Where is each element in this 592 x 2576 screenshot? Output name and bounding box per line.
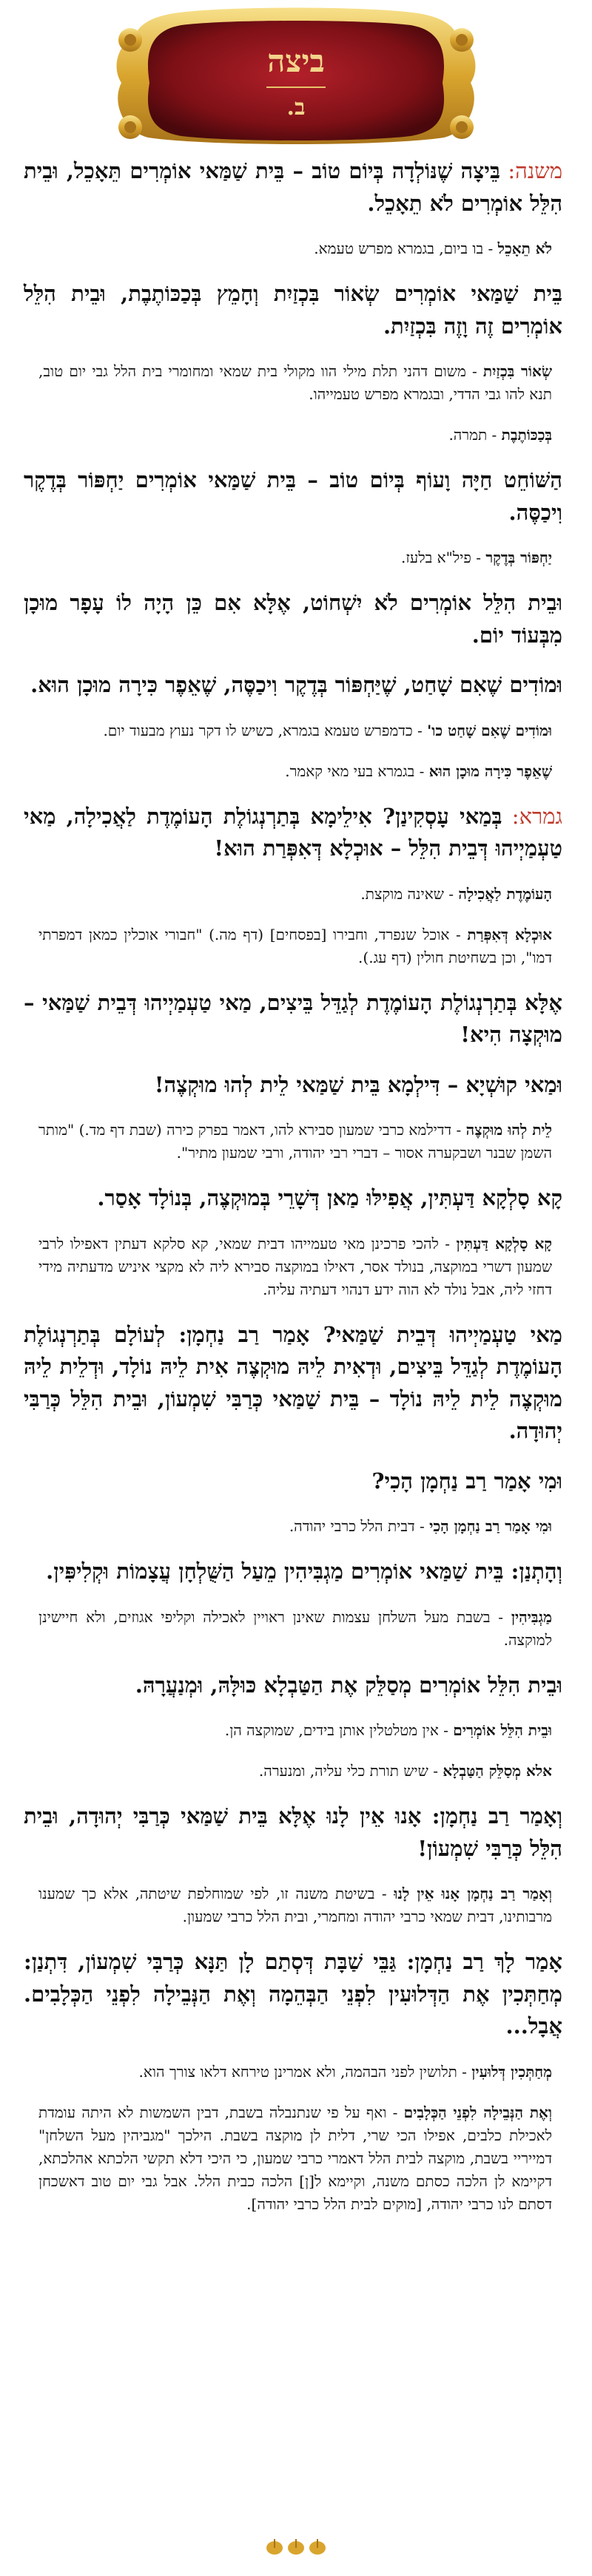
rashi-comment (24, 237, 562, 260)
paragraph-text: - בו ביום, בגמרא מפרש טעמא. (314, 240, 498, 257)
section-label: משנה: (500, 158, 563, 183)
paragraph-text: - משום דהני תלת מילי הוו מקולי בית שמאי ומחומרי בית הלל גבי יום טוב, תנא להו גבי הדדי, ובגמרא מפרש טעמייהו. (38, 362, 552, 403)
rashi-comment (24, 1882, 562, 1928)
paragraph-text: בֵּית שַׁמַּאי אוֹמְרִים שְׂאוֹר בִּכְזַיִת וְחָמֵץ בְּכַכּוֹתֶבֶת, וּבֵית הִלֵּל אוֹמְרִים זֶה וָזֶה בִּכְזַיִת. (24, 281, 562, 339)
dibur-hamatchil: יַחְפּוֹר בְּדֶקֶר (485, 549, 552, 566)
text-body (0, 155, 592, 2216)
paragraph-text: וְהָתְנַן: בֵּית שַׁמַּאי אוֹמְרִים מַגְבִּיהִין מֵעַל הַשֻּׁלְחָן עֲצָמוֹת וּקְלִיפִּין. (46, 1559, 562, 1584)
paragraph-text: - פיל"א בלעז. (400, 549, 486, 566)
paragraph-text: אָמַר לָךְ רַב נַחְמָן: גַּבֵּי שַׁבָּת דְּסְתַם לָן תַּנָּא כְּרַבִּי שִׁמְעוֹן, דִּתְנַן: מְחַתְּכִין אֶת הַדְּלוּעִין לִפְנֵי הַבְּהֵמָה וְאֶת הַנְּבֵילָה לִפְנֵי הַכְּלָבִים. אֲבָל... (24, 1949, 562, 2038)
gemara-paragraph (24, 1319, 562, 1448)
gemara-paragraph (24, 1069, 562, 1102)
gemara-paragraph (24, 669, 562, 702)
paragraph-text: - דבית הלל כרבי יהודה. (289, 1517, 430, 1535)
gemara-paragraph (24, 464, 562, 529)
rashi-comment (24, 360, 562, 406)
paragraph-text: וּמוֹדִים שֶׁאִם שָׁחַט, שֶׁיַּחְפּוֹר בְּדֶקֶר וִיכַסֶּה, שֶׁאֵפֶר כִּירָה מוּכָן הוּא. (30, 672, 562, 697)
paragraph-text: - דדילמא כרבי שמעון סבירא להו, דאמר בפרק כירה (שבת דף מד.) "מותר השמן שבנר ושבקערה אסור – דברי רבי יהודה, ורבי שמעון מתיר". (38, 1121, 552, 1162)
rashi-comment (24, 719, 562, 742)
gemara-paragraph (24, 987, 562, 1051)
paragraph-text: - אוכל שנפרד, וחבירו [בפסחים] (דף מה.) "חבורי אוכלין כמאן דמפרתי דמו", וכן בשחיטת חולין (דף עג.). (38, 925, 552, 966)
rashi-comment (24, 424, 562, 447)
rashi-comment (24, 2061, 562, 2084)
gemara-paragraph (24, 1182, 562, 1215)
rashi-comment (24, 883, 562, 906)
dibur-hamatchil: מְחַתְּכִין דְּלוּעִין (471, 2062, 552, 2081)
dibur-hamatchil: וְאָמַר רַב נַחְמָן אָנוּ אֵין לָנוּ (394, 1885, 552, 1902)
dibur-hamatchil: וּמִי אָמַר רַב נַחְמָן הָכִי (429, 1517, 552, 1535)
paragraph-text: - שיש תורת כלי עליה, ומנערה. (258, 1762, 443, 1780)
paragraph-text: - ואף על פי שנתנבלה בשבת, דבין השמשות לא היתה עומדת לאכילת כלבים, אפילו הכי שרי, דלית לן מוקצה בשבת. הילכך "מגביהין מעל השלחן" דמייריי בשבת, מוקצה לבית הלל דאמרי כרבי שמעון, כי היכי דלא תקשי הלכתא אהלכתא, דקיימא לן הלכה כסתם משנה, וקיימא ל[ן] הלכה כבית הלל. אבל גבי יום טוב דאשכחן דסתם לנו כרבי יהודה, [מוקים לבית הלל כרבי יהודה]. (38, 2103, 552, 2213)
paragraph-text: - בשיטת משנה זו, לפי שמוחלפת שיטתה, אלא כך שמענו מרבותינו, דבית שמאי כרבי יהודה ומחמרי, ובית הלל כרבי שמעון. (38, 1885, 552, 1925)
paragraph-text: - אין מטלטלין אותן בידים, שמוקצה הן. (224, 1721, 454, 1739)
paragraph-text: וְאָמַר רַב נַחְמָן: אָנוּ אֵין לָנוּ אֶלָּא בֵּית שַׁמַּאי כְּרַבִּי יְהוּדָה, וּבֵית הִלֵּל כְּרַבִּי שִׁמְעוֹן! (24, 1803, 562, 1861)
rashi-comment (24, 1606, 562, 1652)
rashi-comment (24, 1719, 562, 1742)
dibur-hamatchil: לֵית לְהוּ מוּקְצֶה (465, 1121, 553, 1139)
rashi-comment (24, 2101, 562, 2216)
rashi-comment (24, 1760, 562, 1783)
dibur-hamatchil: הָעוֹמֶדֶת לַאֲכִילָה (458, 884, 552, 903)
paragraph-text: וּמַאי קוּשְׁיָא – דִּילְמָא בֵּית שַׁמַּאי לֵית לְהוּ מוּקְצֶה! (154, 1071, 562, 1097)
daf-number: ב. (286, 95, 306, 121)
gemara-paragraph (24, 1800, 562, 1865)
paragraph-text: - בשבת מעל השלחן עצמות שאינן ראויין לאכילה וקליפי אגוזים, ולא חיישינן למוקצה. (38, 1607, 552, 1649)
paragraph-text: - כדמפרש טעמא בגמרא, כשיש לו דקר נעוץ מבעוד יום. (103, 721, 428, 739)
rashi-comment (24, 1233, 562, 1301)
rashi-comment (24, 546, 562, 569)
paragraph-text: בְּמַאי עָסְקִינַן? אִילֵימָא בְּתַרְנְגוֹלֶת הָעוֹמֶדֶת לַאֲכִילָה, מַאי טַעְמַיְיהוּ דְּבֵית הִלֵּל – אוּכְלָא דְּאִפְּרַת הוּא! (24, 803, 562, 861)
paragraph-text: - להכי פרכינן מאי טעמייהו דבית שמאי, קא סלקא דעתין דאפילו לרבי שמעון דשרי במוקצה, בנולד אסר, דאילו במוקצה סבירא ליה לא מקצי איניש מדעתיה מידי דחזי ליה, אבל נולד לא הוה ידע דנהוי דעתיה עליה. (38, 1234, 552, 1298)
paragraph-text: וּמִי אָמַר רַב נַחְמָן הָכִי? (371, 1468, 562, 1494)
rashi-comment (24, 1119, 562, 1165)
footer-drops-icon (263, 2535, 329, 2557)
paragraph-text: וּבֵית הִלֵּל אוֹמְרִים מְסַלֵּק אֶת הַטַּבְלָא כּוּלָּהּ, וּמְנַעֲרָהּ. (135, 1672, 562, 1698)
dibur-hamatchil: וּבֵית הִלֵּל אוֹמְרִים (453, 1721, 552, 1739)
dibur-hamatchil: שְׂאוֹר בִּכְזַיִת (482, 362, 552, 380)
rashi-comment (24, 1515, 562, 1538)
paragraph-text: מַאי טַעְמַיְיהוּ דְּבֵית שַׁמַּאי? אָמַר רַב נַחְמָן: לְעוֹלָם בְּתַרְנְגוֹלֶת הָעוֹמֶדֶת לְגַדֵּל בֵּיצִים, וּדְאִית לֵיהּ מוּקְצֶה אִית לֵיהּ נוֹלָד, וּדְלֵית לֵיהּ מוּקְצֶה לֵית לֵיהּ נוֹלָד – בֵּית שַׁמַּאי כְּרַבִּי שִׁמְעוֹן, וּבֵית הִלֵּל כְּרַבִּי יְהוּדָה. (24, 1321, 562, 1443)
paragraph-text: בֵּיצָה שֶׁנּוֹלְדָה בְּיוֹם טוֹב – בֵּית שַׁמַּאי אוֹמְרִים תֵּאָכֵל, וּבֵית הִלֵּל אוֹמְרִים לֹא תֵאָכֵל. (24, 158, 562, 216)
rashi-comment (24, 760, 562, 783)
dibur-hamatchil: קָא סָלְקָא דַּעְתִּין (456, 1234, 552, 1253)
paragraph-text: קָא סָלְקָא דַּעְתִּין, אֲפִילּוּ מַאן דְּשָׁרֵי בְּמוּקְצֶה, בְּנוֹלָד אָסַר. (97, 1185, 562, 1210)
paragraph-text: - שאינה מוקצת. (360, 884, 459, 903)
footer-ornament (0, 2535, 592, 2560)
paragraph-text: - תלושין לפני הבהמה, ולא אמרינן טירחא דלאו צורך הוא. (138, 2062, 472, 2081)
dibur-hamatchil: וְאֶת הַנְּבֵילָה לִפְנֵי הַכְּלָבִים (403, 2103, 553, 2121)
tractate-header (0, 0, 592, 155)
dibur-hamatchil: בְּכַכּוֹתֶבֶת (501, 426, 552, 444)
dibur-hamatchil: אוּכְלָא דְּאִפְּרַת (467, 925, 552, 943)
gemara-paragraph (24, 587, 562, 651)
paragraph-text: וּבֵית הִלֵּל אוֹמְרִים לֹא יִשְׁחוֹט, אֶלָּא אִם כֵּן הָיָה לוֹ עָפָר מוּכָן מִבְּעוֹד יוֹם. (24, 590, 562, 648)
gemara-paragraph (24, 1465, 562, 1498)
dibur-hamatchil: אלא מְסַלֵּק הַטַּבְלָא (443, 1762, 552, 1780)
paragraph-text: אֶלָּא בְּתַרְנְגוֹלֶת הָעוֹמֶדֶת לְגַדֵּל בֵּיצִים, מַאי טַעְמַיְיהוּ דְּבֵית שַׁמַּאי – מוּקְצָה הִיא! (24, 989, 562, 1047)
gemara-paragraph (24, 1670, 562, 1702)
tractate-title: ביצה (267, 43, 325, 79)
gemara-paragraph (24, 155, 562, 220)
gemara-paragraph (24, 1946, 562, 2043)
dibur-hamatchil: מַגְבִּיהִין (511, 1607, 552, 1626)
paragraph-text: - תמרה. (448, 426, 502, 444)
dibur-hamatchil: שֶׁאֵפֶר כִּירָה מוּכָן הוּא (428, 762, 552, 780)
section-label: גמרא: (502, 803, 562, 829)
gemara-paragraph (24, 278, 562, 342)
dibur-hamatchil: וּמוֹדִים שֶׁאִם שָׁחַט כו' (427, 721, 552, 739)
dibur-hamatchil: לֹא תֵאָכֵל (497, 240, 552, 257)
paragraph-text: - בגמרא בעי מאי קאמר. (285, 762, 429, 780)
gemara-paragraph (24, 1556, 562, 1588)
paragraph-text: הַשּׁוֹחֵט חַיָּה וָעוֹף בְּיוֹם טוֹב – בֵּית שַׁמַּאי אוֹמְרִים יַחְפּוֹר בְּדֶקֶר וִיכַסֶּה. (24, 467, 562, 525)
gemara-paragraph (24, 801, 562, 865)
rashi-comment (24, 923, 562, 969)
